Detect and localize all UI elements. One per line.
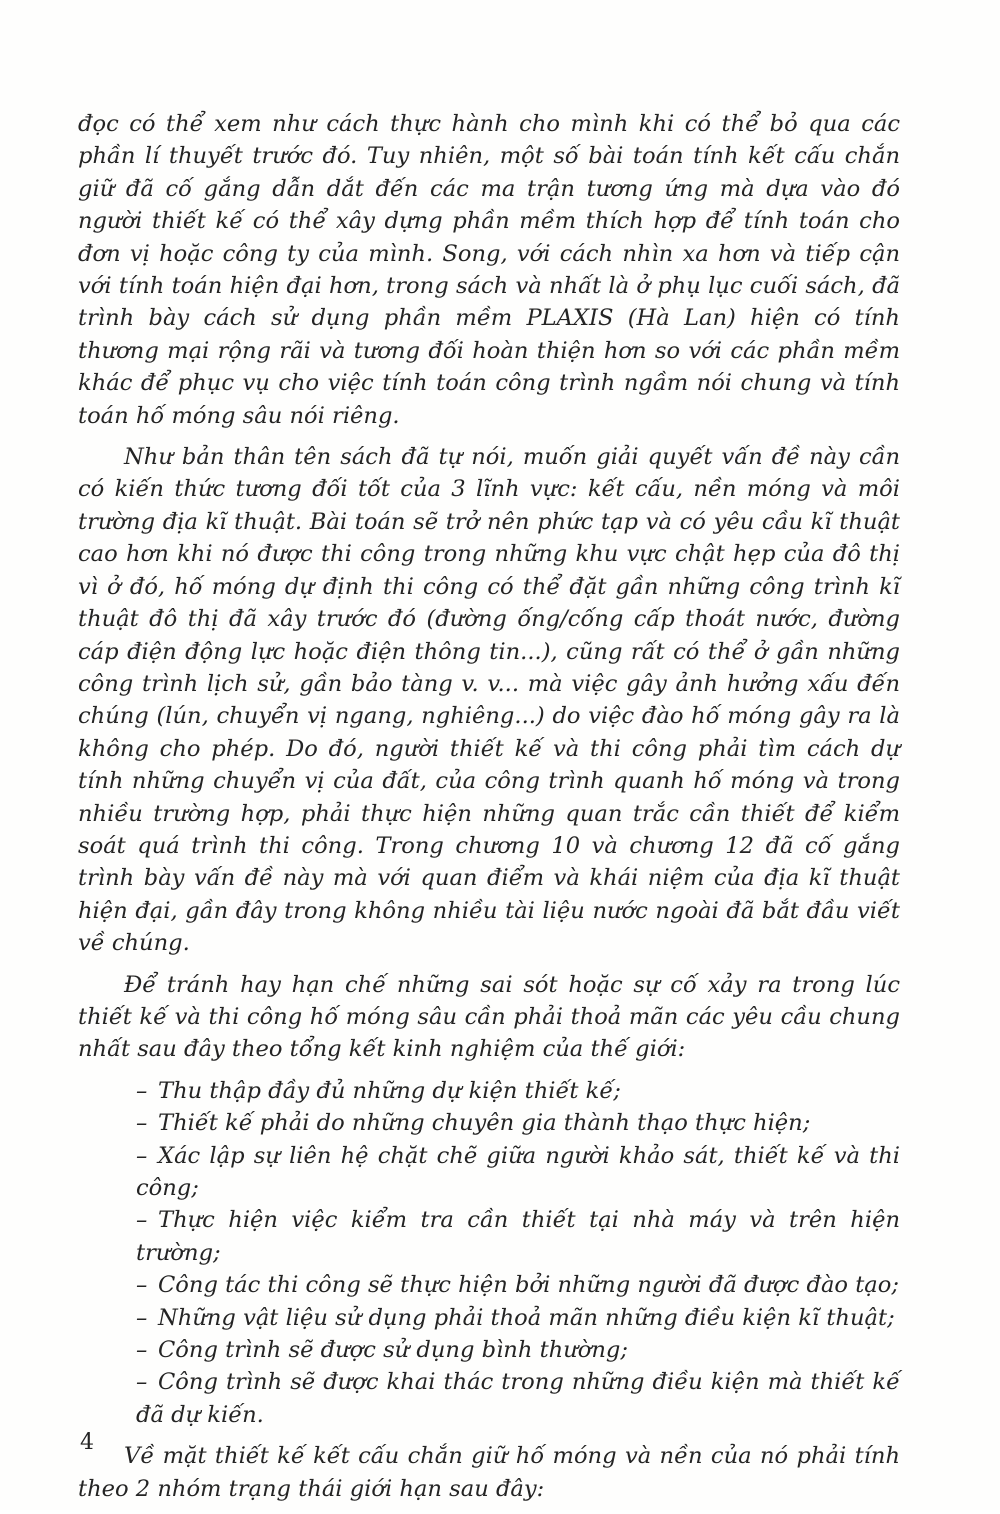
requirements-list bbox=[78, 1075, 900, 1431]
list-item: – Thiết kế phải do những chuyên gia thành thạo thực hiện; bbox=[78, 1107, 900, 1139]
list-item: – Công trình sẽ được sử dụng bình thường; bbox=[78, 1334, 900, 1366]
paragraph-scope: Như bản thân tên sách đã tự nói, muốn giải quyết vấn đề này cần có kiến thức tương đối tốt của 3 lĩnh vực: kết cấu, nền móng và môi trường địa kĩ thuật. Bài toán sẽ trở nên phức tạp và có yêu cầu kĩ thuật cao hơn khi nó được thi công trong những khu vực chật hẹp của đô thị vì ở đó, hố móng dự định thi công có thể đặt gần những công trình kĩ thuật đô thị đã xây trước đó (đường ống/cống cấp thoát nước, đường cáp điện động lực hoặc điện thông tin...), cũng rất có thể ở gần những công trình lịch sử, gần bảo tàng v. v... mà việc gây ảnh hưởng xấu đến chúng (lún, chuyển vị ngang, nghiêng...) do việc đào hố móng gây ra là không cho phép. Do đó, người thiết kế và thi công phải tìm cách dự tính những chuyển vị của đất, của công trình quanh hố móng và trong nhiều trường hợp, phải thực hiện những quan trắc cần thiết để kiểm soát quá trình thi công. Trong chương 10 và chương 12 đã cố gắng trình bày vấn đề này mà với quan điểm và khái niệm của địa kĩ thuật hiện đại, gần đây trong không nhiều tài liệu nước ngoài đã bắt đầu viết về chúng. bbox=[78, 444, 900, 957]
list-item: – Thu thập đầy đủ những dự kiện thiết kế; bbox=[78, 1075, 900, 1107]
list-item: – Công trình sẽ được khai thác trong những điều kiện mà thiết kế đã dự kiến. bbox=[78, 1366, 900, 1431]
paragraph-requirements-intro: Để tránh hay hạn chế những sai sót hoặc sự cố xảy ra trong lúc thiết kế và thi công hố móng sâu cần phải thoả mãn các yêu cầu chung nhất sau đây theo tổng kết kinh nghiệm của thế giới: bbox=[78, 971, 900, 1063]
list-item: – Xác lập sự liên hệ chặt chẽ giữa người khảo sát, thiết kế và thi công; bbox=[78, 1140, 900, 1205]
paragraph-continuation: đọc có thể xem như cách thực hành cho mình khi có thể bỏ qua các phần lí thuyết trước đó. Tuy nhiên, một số bài toán tính kết cấu chắn giữ đã cố gắng dẫn dắt đến các ma trận tương ứng mà dựa vào đó người thiết kế có thể xây dựng phần mềm thích hợp để tính toán cho đơn vị hoặc công ty của mình. Song, với cách nhìn xa hơn và tiếp cận với tính toán hiện đại hơn, trong sách và nhất là ở phụ lục cuối sách, đã trình bày cách sử dụng phần mềm PLAXIS (Hà Lan) hiện có tính thương mại rộng rãi và tương đối hoàn thiện hơn so với các phần mềm khác để phục vụ cho việc tính toán công trình ngầm nói chung và tính toán hố móng sâu nói riêng. bbox=[78, 111, 900, 429]
dash-bullet: – bbox=[136, 1077, 148, 1104]
dash-bullet: – bbox=[136, 1272, 148, 1299]
list-item: – Công tác thi công sẽ thực hiện bởi những người đã được đào tạo; bbox=[78, 1269, 900, 1301]
dash-bullet: – bbox=[136, 1142, 148, 1169]
page-body bbox=[78, 108, 900, 1514]
dash-bullet: – bbox=[136, 1207, 148, 1234]
list-item: – Thực hiện việc kiểm tra cần thiết tại nhà máy và trên hiện trường; bbox=[78, 1204, 900, 1269]
paragraph-limit-states: Về mặt thiết kế kết cấu chắn giữ hố móng và nền của nó phải tính theo 2 nhóm trạng thái giới hạn sau đây: bbox=[78, 1443, 900, 1502]
dash-bullet: – bbox=[136, 1304, 148, 1331]
page-number: 4 bbox=[80, 1430, 94, 1455]
dash-bullet: – bbox=[136, 1369, 148, 1396]
list-item: – Những vật liệu sử dụng phải thoả mãn những điều kiện kĩ thuật; bbox=[78, 1302, 900, 1334]
dash-bullet: – bbox=[136, 1337, 148, 1364]
dash-bullet: – bbox=[136, 1110, 148, 1137]
